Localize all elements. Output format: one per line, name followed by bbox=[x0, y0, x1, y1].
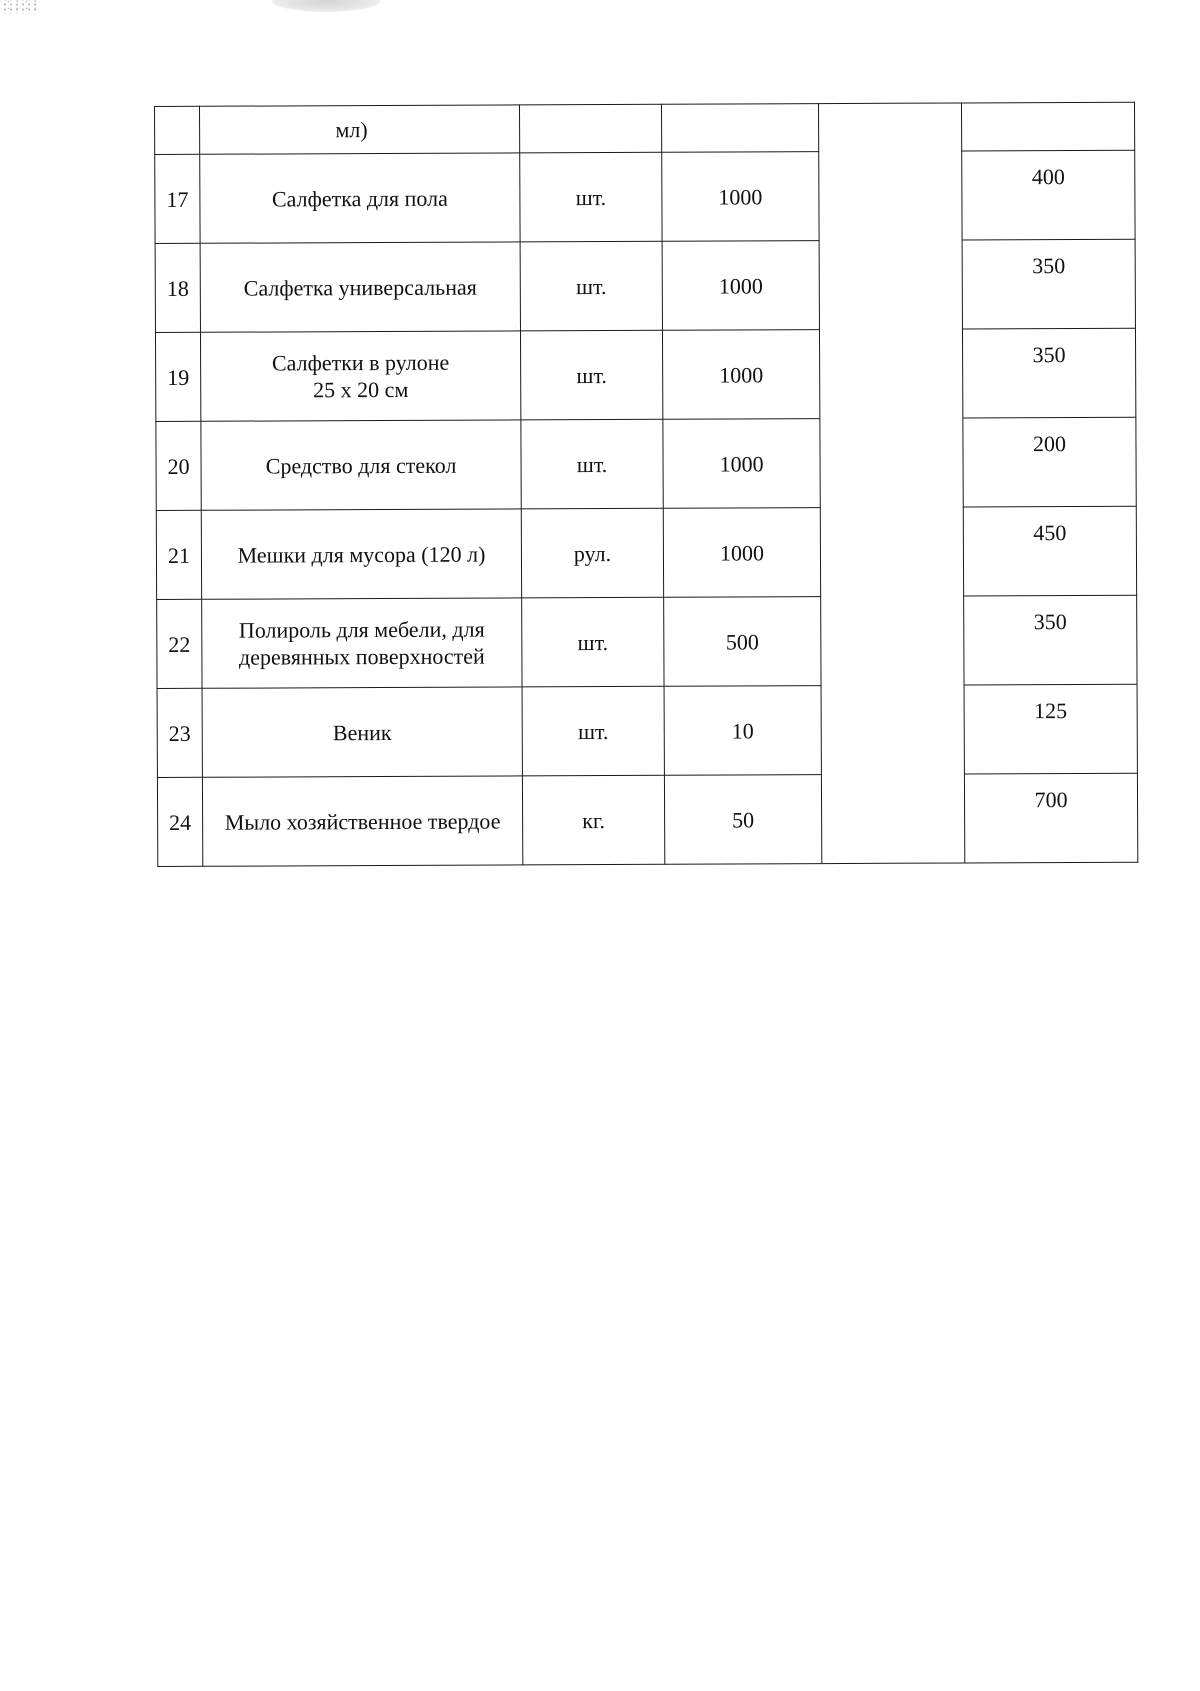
cell-num: 18 bbox=[155, 243, 200, 332]
cell-num: 17 bbox=[155, 154, 200, 243]
cell-qty: 1000 bbox=[662, 330, 819, 420]
cell-name bbox=[200, 105, 520, 154]
cell-price bbox=[961, 102, 1134, 151]
table-row bbox=[155, 328, 1135, 421]
cell-unit bbox=[519, 104, 661, 153]
cell-qty: 500 bbox=[664, 597, 821, 687]
scan-smudge bbox=[272, 0, 380, 12]
cell-unit: шт. bbox=[520, 152, 662, 242]
table-row bbox=[157, 773, 1137, 866]
cell-unit: рул. bbox=[521, 508, 663, 598]
scan-specks bbox=[0, 0, 40, 14]
cell-name: Полироль для мебели, для деревянных поверхностей bbox=[202, 598, 522, 688]
cell-num: 22 bbox=[157, 599, 202, 688]
cell-num: 21 bbox=[156, 510, 201, 599]
cell-price: 350 bbox=[964, 595, 1137, 685]
continuation-row bbox=[155, 102, 1135, 154]
cell-qty bbox=[661, 104, 818, 153]
cell-price: 125 bbox=[964, 684, 1137, 774]
cell-num: 20 bbox=[156, 421, 201, 510]
cell-unit: шт. bbox=[520, 330, 662, 420]
cell-unit: шт. bbox=[520, 241, 662, 331]
cell-qty: 1000 bbox=[662, 152, 819, 242]
cell-price: 400 bbox=[962, 150, 1135, 240]
cell-name: Салфетка для пола bbox=[200, 153, 520, 243]
continuation-text: мл) bbox=[335, 117, 368, 143]
cell-unit: шт. bbox=[521, 419, 663, 509]
cell-price: 350 bbox=[962, 328, 1135, 418]
cell-merged-empty bbox=[818, 103, 964, 864]
cell-qty: 1000 bbox=[663, 508, 820, 598]
table-row bbox=[155, 150, 1135, 243]
cell-price: 350 bbox=[962, 239, 1135, 329]
cell-qty: 50 bbox=[664, 775, 821, 865]
cell-name: Веник bbox=[202, 687, 522, 777]
goods-table bbox=[154, 102, 1138, 867]
cell-price: 200 bbox=[963, 417, 1136, 507]
cell-price: 450 bbox=[963, 506, 1136, 596]
cell-num: 19 bbox=[155, 332, 200, 421]
cell-price: 700 bbox=[964, 773, 1137, 863]
cell-name: Салфетка универсальная bbox=[200, 242, 520, 332]
cell-name: Мыло хозяйственное твердое bbox=[202, 776, 522, 866]
cell-qty: 10 bbox=[664, 686, 821, 776]
table-row bbox=[157, 595, 1137, 688]
table-row bbox=[156, 417, 1136, 510]
cell-name: Мешки для мусора (120 л) bbox=[201, 509, 521, 599]
cell-unit: шт. bbox=[522, 686, 664, 776]
cell-num bbox=[155, 106, 200, 154]
cell-qty: 1000 bbox=[662, 241, 819, 331]
cell-unit: шт. bbox=[522, 597, 664, 687]
cell-name: Средство для стекол bbox=[201, 420, 521, 510]
table-row bbox=[157, 684, 1137, 777]
cell-num: 24 bbox=[157, 777, 202, 866]
cell-unit: кг. bbox=[522, 775, 664, 865]
cell-num: 23 bbox=[157, 688, 202, 777]
table-row bbox=[155, 239, 1135, 332]
cell-qty: 1000 bbox=[663, 419, 820, 509]
table-row bbox=[156, 506, 1136, 599]
cell-name: Салфетки в рулоне 25 х 20 см bbox=[200, 331, 520, 421]
